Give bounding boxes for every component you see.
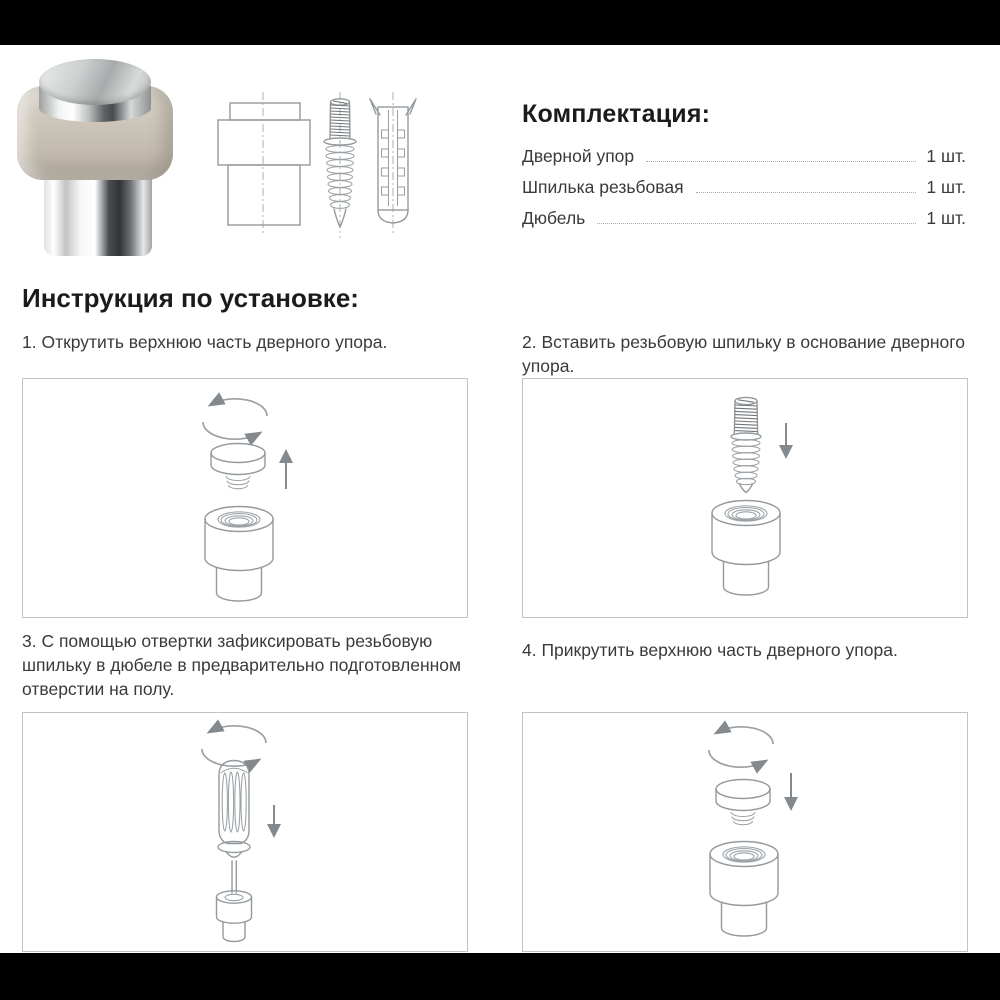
threaded-stud-drawing — [731, 397, 761, 492]
kit-item-name: Дюбель — [522, 208, 586, 228]
step-3-text: 3. С помощью отвертки зафиксировать резьбовую шпильку в дюбеле в предварительно подготовленном отверстии на полу. — [22, 631, 462, 700]
cap-drawing — [211, 444, 265, 489]
dowel-drawing — [370, 92, 416, 234]
cap-drawing — [716, 780, 770, 825]
base-drawing — [712, 501, 780, 596]
base-drawing — [205, 507, 273, 602]
dotted-leader — [597, 222, 916, 224]
kit-item-qty: 1 шт. — [926, 208, 966, 228]
kit-item-name: Дверной упор — [522, 146, 635, 166]
step-1-figure — [22, 378, 468, 618]
letterbox-bottom — [0, 953, 1000, 1000]
kit-item-dowel — [522, 208, 966, 229]
kit-list — [522, 146, 966, 229]
step-1-text: 1. Открутить верхнюю часть дверного упора. — [22, 332, 388, 352]
step-3-figure — [22, 712, 468, 952]
step-2-text: 2. Вставить резьбовую шпильку в основание дверного упора. — [522, 332, 966, 377]
letterbox-top — [0, 0, 1000, 45]
dotted-leader — [646, 160, 916, 162]
step-2-figure — [522, 378, 968, 618]
door-stop-outline-drawing — [218, 92, 310, 234]
kit-item-qty: 1 шт. — [926, 146, 966, 166]
step-4-figure — [522, 712, 968, 952]
kit-item-stud — [522, 177, 966, 198]
product-photo — [12, 58, 178, 258]
kit-item-qty: 1 шт. — [926, 177, 966, 197]
dowel-in-floor-drawing — [217, 891, 252, 942]
kit-section — [522, 100, 966, 239]
threaded-stud-drawing — [324, 92, 356, 238]
rotate-arrows-icon — [709, 727, 773, 767]
kit-item-name: Шпилька резьбовая — [522, 177, 684, 197]
dotted-leader — [696, 191, 917, 193]
photo-chrome-base — [44, 174, 152, 256]
kit-item-door-stop — [522, 146, 966, 167]
photo-cap-top — [39, 59, 151, 105]
technical-drawings — [205, 88, 420, 240]
base-drawing — [710, 842, 778, 937]
kit-title: Комплектация: — [522, 100, 711, 128]
screwdriver-drawing — [218, 761, 250, 894]
rotate-arrows-icon — [203, 399, 267, 439]
instructions-title: Инструкция по установке: — [22, 283, 359, 313]
step-4-text: 4. Прикрутить верхнюю часть дверного упора. — [522, 640, 898, 660]
